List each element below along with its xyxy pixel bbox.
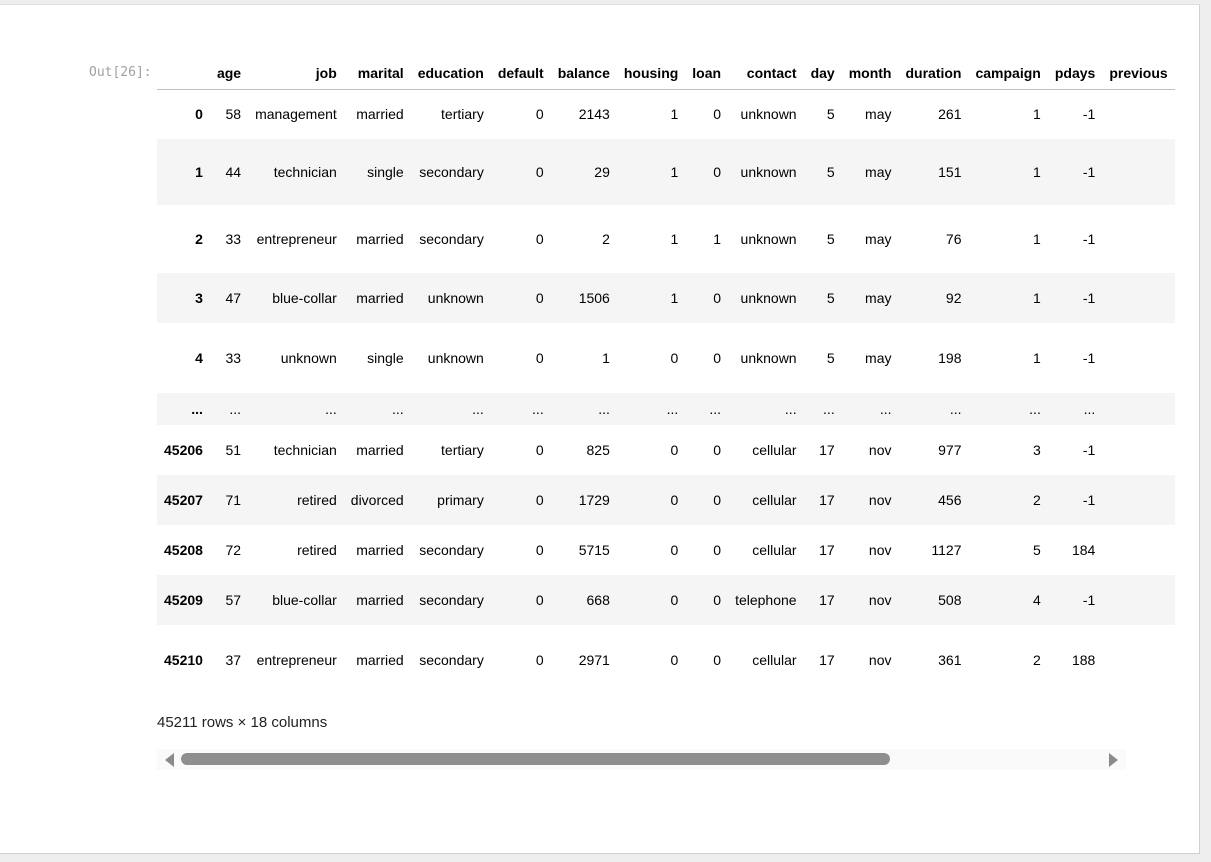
column-header: duration	[898, 56, 968, 90]
row-index: 2	[195, 230, 203, 247]
table-cell: 5715	[578, 541, 610, 558]
table-cell: 1	[1033, 106, 1041, 123]
table-cell: married	[356, 230, 404, 247]
row-index: 0	[195, 106, 203, 123]
table-cell: 17	[819, 591, 835, 608]
table-cell: ...	[879, 400, 892, 417]
table-cell: cellular	[752, 541, 797, 558]
table-cell: 17	[819, 491, 835, 508]
table-cell: technician	[273, 163, 337, 180]
row-index: 45206	[164, 441, 203, 458]
table-cell: cellular	[752, 491, 797, 508]
row-index: 1	[195, 163, 203, 180]
table-cell: tertiary	[441, 441, 484, 458]
table-cell: ...	[666, 400, 679, 417]
table-cell: unknown	[427, 349, 484, 366]
column-header: contact	[728, 56, 804, 90]
table-cell: married	[356, 106, 404, 123]
table-cell: married	[356, 541, 404, 558]
table-cell: 0	[713, 106, 722, 123]
table-cell: unknown	[280, 349, 337, 366]
row-index: 4	[195, 349, 203, 366]
table-cell: 1	[1033, 230, 1041, 247]
column-header	[157, 56, 210, 90]
table-cell: 1127	[931, 541, 962, 558]
table-cell: ...	[709, 400, 722, 417]
table-cell: -1	[1082, 491, 1096, 508]
table-cell: 0	[670, 349, 679, 366]
table-cell: 0	[713, 491, 722, 508]
table-cell: may	[865, 349, 892, 366]
table-cell: 0	[713, 441, 722, 458]
table-cell: tertiary	[441, 106, 484, 123]
table-cell: ...	[1083, 400, 1096, 417]
table-cell: -1	[1082, 441, 1096, 458]
table-cell: 0	[535, 106, 544, 123]
table-cell: retired	[297, 491, 337, 508]
table-cell: ...	[1029, 400, 1041, 417]
table-cell: 76	[945, 230, 962, 247]
column-header: previous	[1102, 56, 1174, 90]
table-cell: cellular	[752, 651, 797, 668]
table-cell: may	[865, 289, 892, 306]
table-cell: 668	[586, 591, 610, 608]
table-cell: 5	[826, 349, 835, 366]
table-cell: 0	[670, 541, 679, 558]
table-cell	[1102, 475, 1174, 525]
table-cell: secondary	[419, 230, 484, 247]
table-cell: 361	[938, 651, 962, 668]
column-header: month	[842, 56, 899, 90]
row-index: 45208	[164, 541, 203, 558]
table-cell: 151	[938, 163, 962, 180]
table-cell: cellular	[752, 441, 797, 458]
table-cell: 0	[535, 541, 544, 558]
table-cell: -1	[1082, 106, 1096, 123]
table-cell: 0	[535, 651, 544, 668]
table-cell: 0	[535, 349, 544, 366]
table-cell: technician	[273, 441, 337, 458]
table-cell	[1102, 393, 1174, 425]
table-cell: unknown	[740, 230, 797, 247]
table-cell: 2	[602, 230, 610, 247]
table-cell: -1	[1082, 163, 1096, 180]
table-cell: ...	[532, 400, 544, 417]
table-cell: 0	[535, 441, 544, 458]
table-cell: 0	[535, 163, 544, 180]
column-header: marital	[344, 56, 411, 90]
column-header: default	[491, 56, 551, 90]
output-prompt: Out[26]:	[89, 65, 152, 80]
table-cell: 456	[938, 491, 962, 508]
table-cell	[1102, 139, 1174, 205]
table-cell: married	[356, 651, 404, 668]
table-cell: nov	[868, 441, 892, 458]
table-cell: nov	[868, 651, 892, 668]
table-row	[157, 393, 1175, 425]
column-header: day	[804, 56, 842, 90]
table-cell	[1102, 625, 1174, 695]
table-cell: 977	[938, 441, 962, 458]
table-cell: 58	[225, 106, 242, 123]
table-cell: 57	[225, 591, 242, 608]
table-row	[157, 475, 1175, 525]
table-cell: -1	[1082, 289, 1096, 306]
table-cell: blue-collar	[272, 591, 337, 608]
table-cell: unknown	[740, 289, 797, 306]
table-cell: 1	[1033, 163, 1041, 180]
column-header: pdays	[1048, 56, 1102, 90]
table-cell: 261	[938, 106, 962, 123]
column-header: age	[210, 56, 248, 90]
table-row	[157, 575, 1175, 625]
table-cell: single	[367, 163, 404, 180]
table-cell	[1102, 323, 1174, 393]
table-cell: ...	[392, 400, 404, 417]
table-cell: secondary	[419, 591, 484, 608]
table-cell: entrepreneur	[256, 230, 337, 247]
table-cell: telephone	[735, 591, 797, 608]
table-cell: 5	[826, 230, 835, 247]
table-cell: 5	[1033, 541, 1041, 558]
table-cell: 1	[602, 349, 610, 366]
column-header: balance	[551, 56, 617, 90]
table-cell: ...	[325, 400, 337, 417]
table-cell: 1506	[578, 289, 610, 306]
row-index: 3	[195, 289, 203, 306]
table-cell: ...	[784, 400, 797, 417]
table-cell: unknown	[740, 163, 797, 180]
table-row	[157, 323, 1175, 393]
table-cell: 1	[1033, 289, 1041, 306]
table-cell: 29	[594, 163, 610, 180]
column-header: loan	[685, 56, 728, 90]
table-cell: ...	[823, 400, 835, 417]
table-cell: 17	[819, 651, 835, 668]
table-cell: 0	[713, 163, 722, 180]
table-header-row	[157, 56, 1175, 90]
table-cell: 1	[1033, 349, 1041, 366]
table-cell: 2	[1033, 491, 1041, 508]
table-cell: 47	[225, 289, 242, 306]
table-cell: 71	[225, 491, 242, 508]
table-cell: 1	[670, 230, 679, 247]
table-cell: -1	[1082, 591, 1096, 608]
table-cell: unknown	[740, 349, 797, 366]
table-cell: single	[367, 349, 404, 366]
table-cell: 2	[1033, 651, 1041, 668]
table-cell: blue-collar	[272, 289, 337, 306]
table-cell: married	[356, 591, 404, 608]
table-cell	[1102, 273, 1174, 323]
horizontal-scrollbar[interactable]	[157, 749, 1126, 770]
table-cell: may	[865, 230, 892, 247]
table-cell: divorced	[350, 491, 404, 508]
table-cell: 198	[938, 349, 962, 366]
table-cell: 1	[670, 289, 679, 306]
table-cell: 1	[670, 163, 679, 180]
table-cell: 72	[225, 541, 242, 558]
table-cell: 0	[670, 591, 679, 608]
table-cell: management	[255, 106, 337, 123]
table-cell: may	[865, 106, 892, 123]
table-cell: unknown	[427, 289, 484, 306]
table-cell: primary	[437, 491, 484, 508]
row-index: 45207	[164, 491, 203, 508]
table-row	[157, 625, 1175, 695]
table-row	[157, 273, 1175, 323]
table-cell: 5	[826, 289, 835, 306]
table-cell: 0	[670, 491, 679, 508]
table-cell: 5	[826, 106, 835, 123]
table-cell: married	[356, 289, 404, 306]
dataframe-shape: 45211 rows × 18 columns	[157, 714, 328, 731]
column-header: campaign	[968, 56, 1047, 90]
dataframe-viewport[interactable]	[157, 56, 1168, 696]
triangle-left-icon[interactable]	[165, 753, 174, 767]
row-index: ...	[191, 400, 203, 417]
table-cell: 825	[586, 441, 610, 458]
table-row	[157, 90, 1175, 139]
column-header: job	[248, 56, 344, 90]
table-cell: 37	[225, 651, 242, 668]
table-cell: ...	[949, 400, 962, 417]
table-cell	[1102, 525, 1174, 575]
table-cell: 3	[1033, 441, 1041, 458]
table-cell: married	[356, 441, 404, 458]
table-cell	[1102, 425, 1174, 475]
table-cell: 2143	[578, 106, 610, 123]
table-row	[157, 205, 1175, 273]
table-cell	[1102, 205, 1174, 273]
table-cell: 92	[945, 289, 962, 306]
table-cell: ...	[472, 400, 484, 417]
table-cell: 1729	[578, 491, 610, 508]
table-cell: secondary	[419, 541, 484, 558]
table-row	[157, 425, 1175, 475]
table-cell: 508	[938, 591, 962, 608]
table-cell: unknown	[740, 106, 797, 123]
table-cell: 0	[713, 289, 722, 306]
column-header: education	[411, 56, 491, 90]
table-cell: -1	[1082, 349, 1096, 366]
table-cell: 51	[225, 441, 242, 458]
table-row	[157, 139, 1175, 205]
table-cell: ...	[229, 400, 242, 417]
table-cell: secondary	[419, 651, 484, 668]
table-cell: 33	[225, 349, 242, 366]
row-index: 45209	[164, 591, 203, 608]
table-cell: 33	[225, 230, 242, 247]
table-cell: 1	[670, 106, 679, 123]
table-row	[157, 525, 1175, 575]
triangle-right-icon[interactable]	[1109, 753, 1118, 767]
table-cell: 17	[819, 441, 835, 458]
table-cell: 1	[713, 230, 722, 247]
table-cell: 0	[713, 651, 722, 668]
table-cell: 0	[535, 491, 544, 508]
table-cell: 17	[819, 541, 835, 558]
dataframe-table	[157, 56, 1175, 695]
table-cell: nov	[868, 541, 892, 558]
table-cell: nov	[868, 591, 892, 608]
table-cell: 0	[535, 230, 544, 247]
table-cell: 188	[1071, 651, 1096, 668]
table-cell: 0	[535, 289, 544, 306]
scrollbar-thumb[interactable]	[181, 753, 890, 765]
table-cell: 44	[225, 163, 242, 180]
table-cell: secondary	[419, 163, 484, 180]
table-cell: 2971	[578, 651, 610, 668]
table-cell	[1102, 90, 1174, 139]
table-cell: 0	[713, 541, 722, 558]
table-cell: 0	[670, 651, 679, 668]
table-cell: entrepreneur	[256, 651, 337, 668]
table-cell: 0	[670, 441, 679, 458]
table-cell: nov	[868, 491, 892, 508]
table-cell: -1	[1082, 230, 1096, 247]
table-cell	[1102, 575, 1174, 625]
table-cell: 4	[1033, 591, 1041, 608]
table-cell: retired	[297, 541, 337, 558]
table-cell: 5	[826, 163, 835, 180]
table-cell: 0	[713, 349, 722, 366]
column-header: housing	[617, 56, 685, 90]
table-cell: 184	[1071, 541, 1096, 558]
table-cell: 0	[713, 591, 722, 608]
table-cell: ...	[598, 400, 610, 417]
row-index: 45210	[164, 651, 203, 668]
table-cell: 0	[535, 591, 544, 608]
table-cell: may	[865, 163, 892, 180]
